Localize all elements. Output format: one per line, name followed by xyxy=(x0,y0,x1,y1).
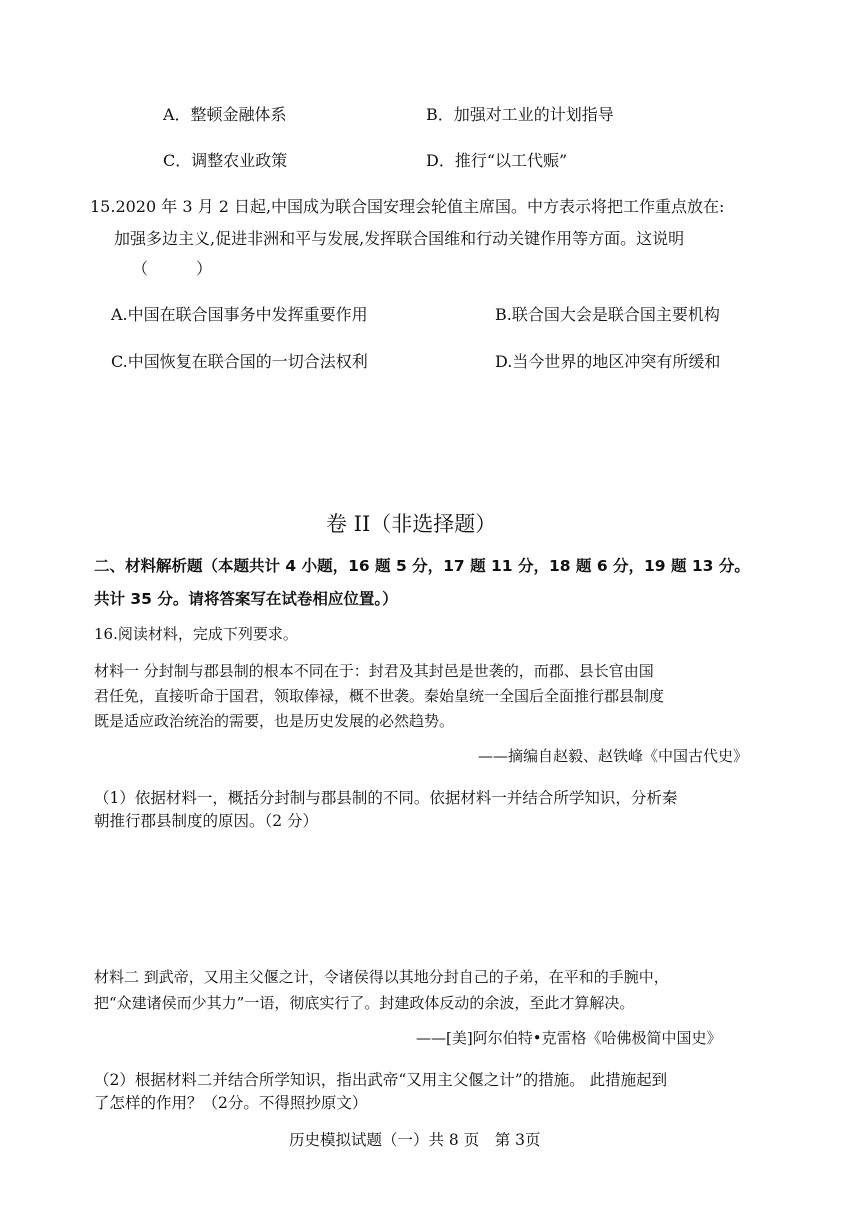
q14-option-a: A．整顿金融体系 xyxy=(163,105,287,124)
q15-option-a: A.中国在联合国事务中发挥重要作用 xyxy=(111,305,368,324)
sub-question-1-line1: （1）依据材料一，概括分封制与郡县制的不同。依据材料一并结合所学知识，分析秦 xyxy=(94,789,678,807)
material-one-line3: 既是适应政治统治的需要，也是历史发展的必然趋势。 xyxy=(94,712,455,730)
section-title: 卷 II（非选择题） xyxy=(326,512,497,536)
q15-answer-blank: （ ） xyxy=(132,259,213,278)
q15-stem-line1: 15.2020 年 3 月 2 日起,中国成为联合国安理会轮值主席国。中方表示将把工作重点放在: xyxy=(90,197,725,216)
page-footer: 历史模拟试题（一）共 8 页 第 3页 xyxy=(289,1131,541,1149)
q14-option-c: C．调整农业政策 xyxy=(163,151,288,170)
sub-question-1-line2: 朝推行郡县制度的原因。（2 分） xyxy=(94,812,319,830)
sub-question-2-line2: 了怎样的作用？（2分。不得照抄原文） xyxy=(94,1094,368,1112)
sub-question-2-line1: （2）根据材料二并结合所学知识，指出武帝“又用主父偃之计”的措施。 此措施起到 xyxy=(94,1071,668,1089)
material-one-source: ——摘编自赵毅、赵铁峰《中国古代史》 xyxy=(478,747,749,765)
q14-option-b: B．加强对工业的计划指导 xyxy=(426,105,614,124)
q15-option-b: B.联合国大会是联合国主要机构 xyxy=(495,305,720,324)
q15-option-c: C.中国恢复在联合国的一切合法权利 xyxy=(111,352,368,371)
q15-stem-line2: 加强多边主义,促进非洲和平与发展,发挥联合国维和行动关键作用等方面。这说明 xyxy=(114,229,685,248)
q16-intro: 16.阅读材料，完成下列要求。 xyxy=(94,625,298,643)
material-two-line2: 把“众建诸侯而少其力”一语，彻底实行了。封建政体反动的余波，至此才算解决。 xyxy=(94,994,635,1012)
section-heading-line1: 二、材料解析题（本题共计 4 小题，16 题 5 分，17 题 11 分，18 题 6 分，19 题 13 分。 xyxy=(94,557,750,575)
material-one-line1: 材料一 分封制与郡县制的根本不同在于：封君及其封邑是世袭的，而郡、县长官由国 xyxy=(94,662,654,680)
q15-option-d: D.当今世界的地区冲突有所缓和 xyxy=(495,352,721,371)
q14-option-d: D．推行“以工代赈” xyxy=(426,151,568,170)
section-heading-line2: 共计 35 分。请将答案写在试卷相应位置。） xyxy=(94,590,398,608)
material-two-line1: 材料二 到武帝，又用主父偃之计，令诸侯得以其地分封自己的子弟，在平和的手腕中， xyxy=(94,968,669,986)
material-two-source: ——[美]阿尔伯特•克雷格《哈佛极简中国史》 xyxy=(416,1029,722,1047)
material-one-line2: 君任免，直接听命于国君，领取俸禄，概不世袭。秦始皇统一全国后全面推行郡县制度 xyxy=(94,687,665,705)
